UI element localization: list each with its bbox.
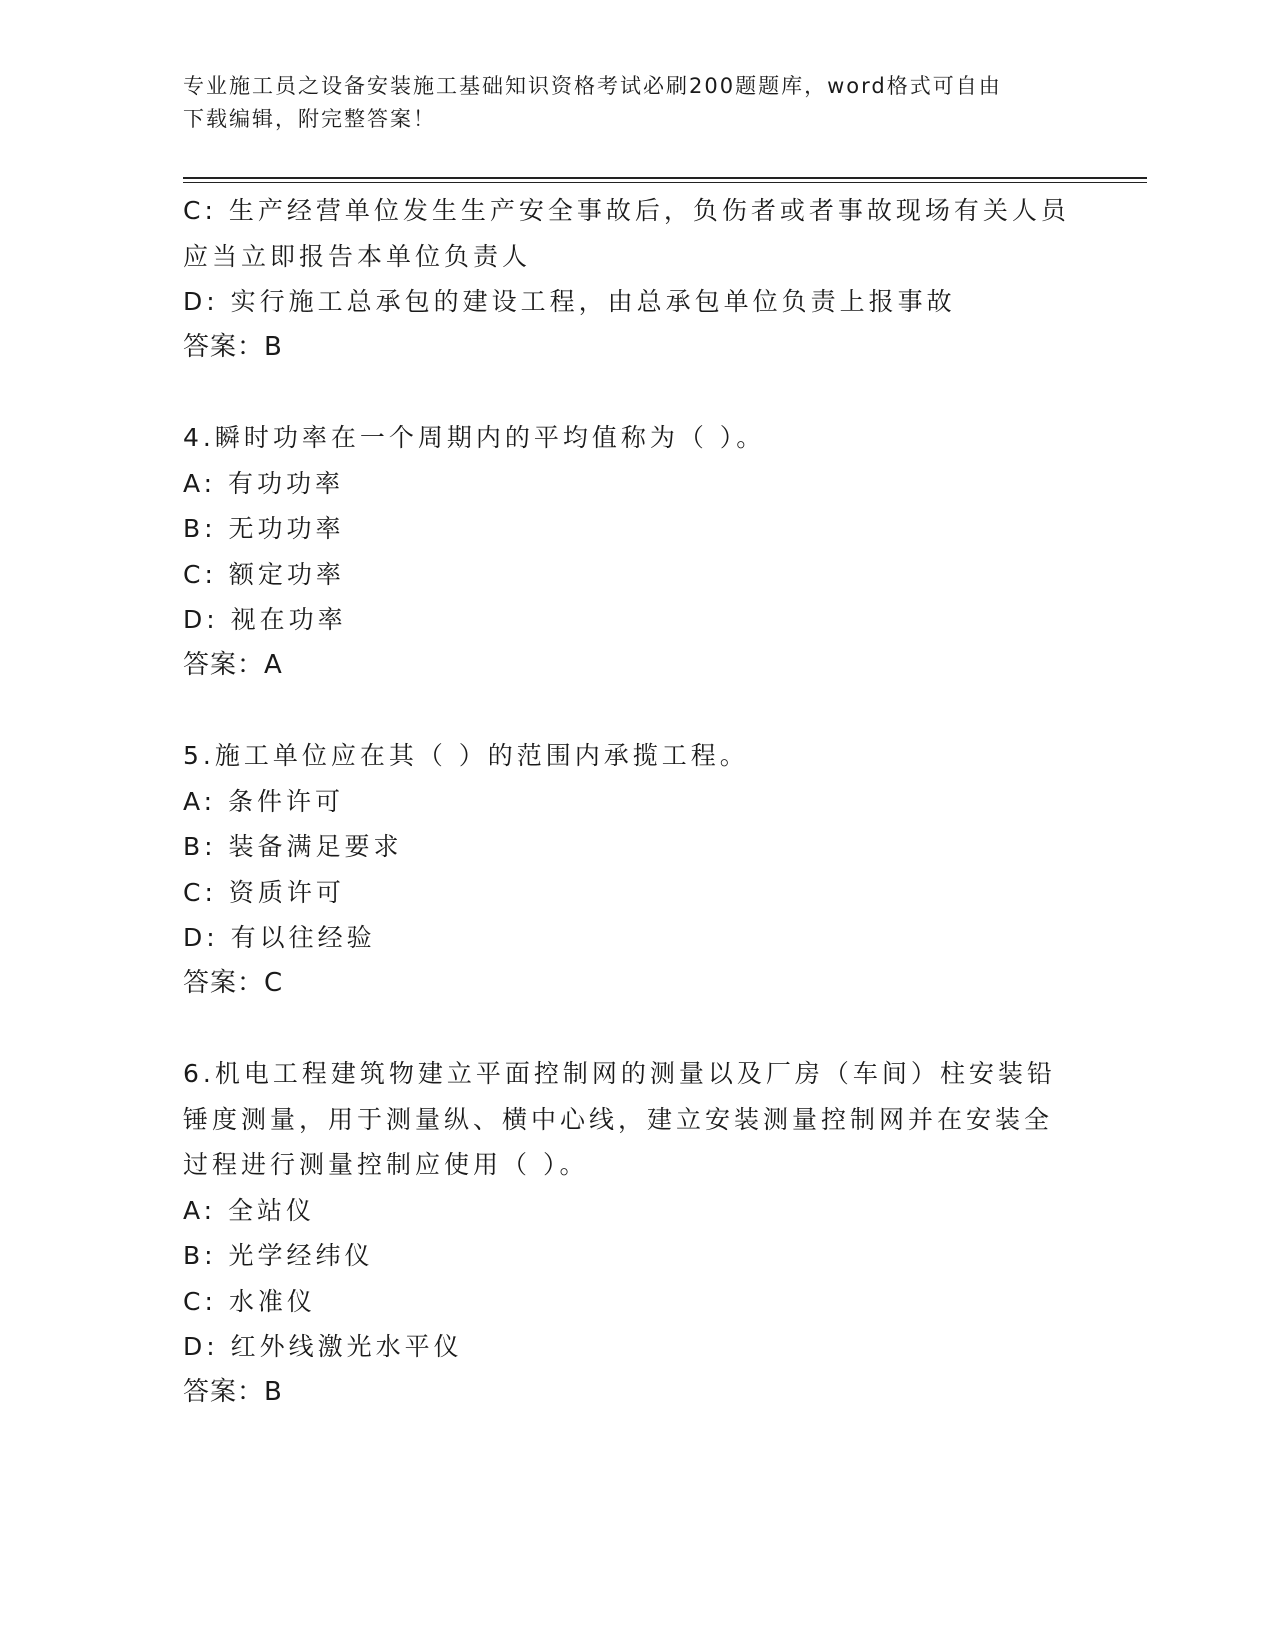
question-list [183, 188, 1083, 1415]
option-b: B: 无功功率 [183, 514, 345, 543]
header-divider [183, 177, 1147, 183]
question-text: 5.施工单位应在其（ ）的范围内承揽工程。 [183, 741, 749, 770]
option-a: A: 条件许可 [183, 786, 345, 816]
option-c-line-1: C: 生产经营单位发生生产安全事故后，负伤者或者事故现场有关人员 [183, 196, 1070, 225]
header-line-2: 下载编辑，附完整答案！ [183, 107, 436, 131]
question-text-line-1: 6.机电工程建筑物建立平面控制网的测量以及厂房（车间）柱安装铅 [183, 1059, 1056, 1088]
question-3-tail [183, 188, 1083, 370]
document-header [183, 70, 1083, 136]
option-d: D: 红外线激光水平仪 [183, 1332, 463, 1361]
option-a: A: 有功功率 [183, 468, 345, 498]
option-d: D: 实行施工总承包的建设工程，由总承包单位负责上报事故 [183, 287, 956, 316]
option-d: D: 视在功率 [183, 605, 347, 634]
question-text-line-3: 过程进行测量控制应使用（ ）。 [183, 1150, 589, 1179]
option-b: B: 光学经纬仪 [183, 1241, 374, 1270]
option-b: B: 装备满足要求 [183, 832, 403, 861]
header-line-1: 专业施工员之设备安装施工基础知识资格考试必刷200题题库，word格式可自由 [183, 74, 1002, 98]
question-4 [183, 415, 1083, 688]
option-c: C: 水准仪 [183, 1286, 316, 1316]
option-c: C: 资质许可 [183, 877, 345, 907]
answer: 答案：C [183, 967, 284, 998]
question-text-line-2: 锤度测量，用于测量纵、横中心线，建立安装测量控制网并在安装全 [183, 1104, 1054, 1134]
answer: 答案：B [183, 331, 283, 362]
option-a: A: 全站仪 [183, 1195, 316, 1225]
question-5 [183, 733, 1083, 1006]
answer: 答案：B [183, 1376, 283, 1407]
option-d: D: 有以往经验 [183, 923, 376, 952]
question-6 [183, 1051, 1083, 1415]
question-text: 4.瞬时功率在一个周期内的平均值称为（ ）。 [183, 423, 766, 452]
option-c-line-2: 应当立即报告本单位负责人 [183, 241, 532, 271]
option-c: C: 额定功率 [183, 559, 345, 589]
answer: 答案：A [183, 649, 283, 680]
